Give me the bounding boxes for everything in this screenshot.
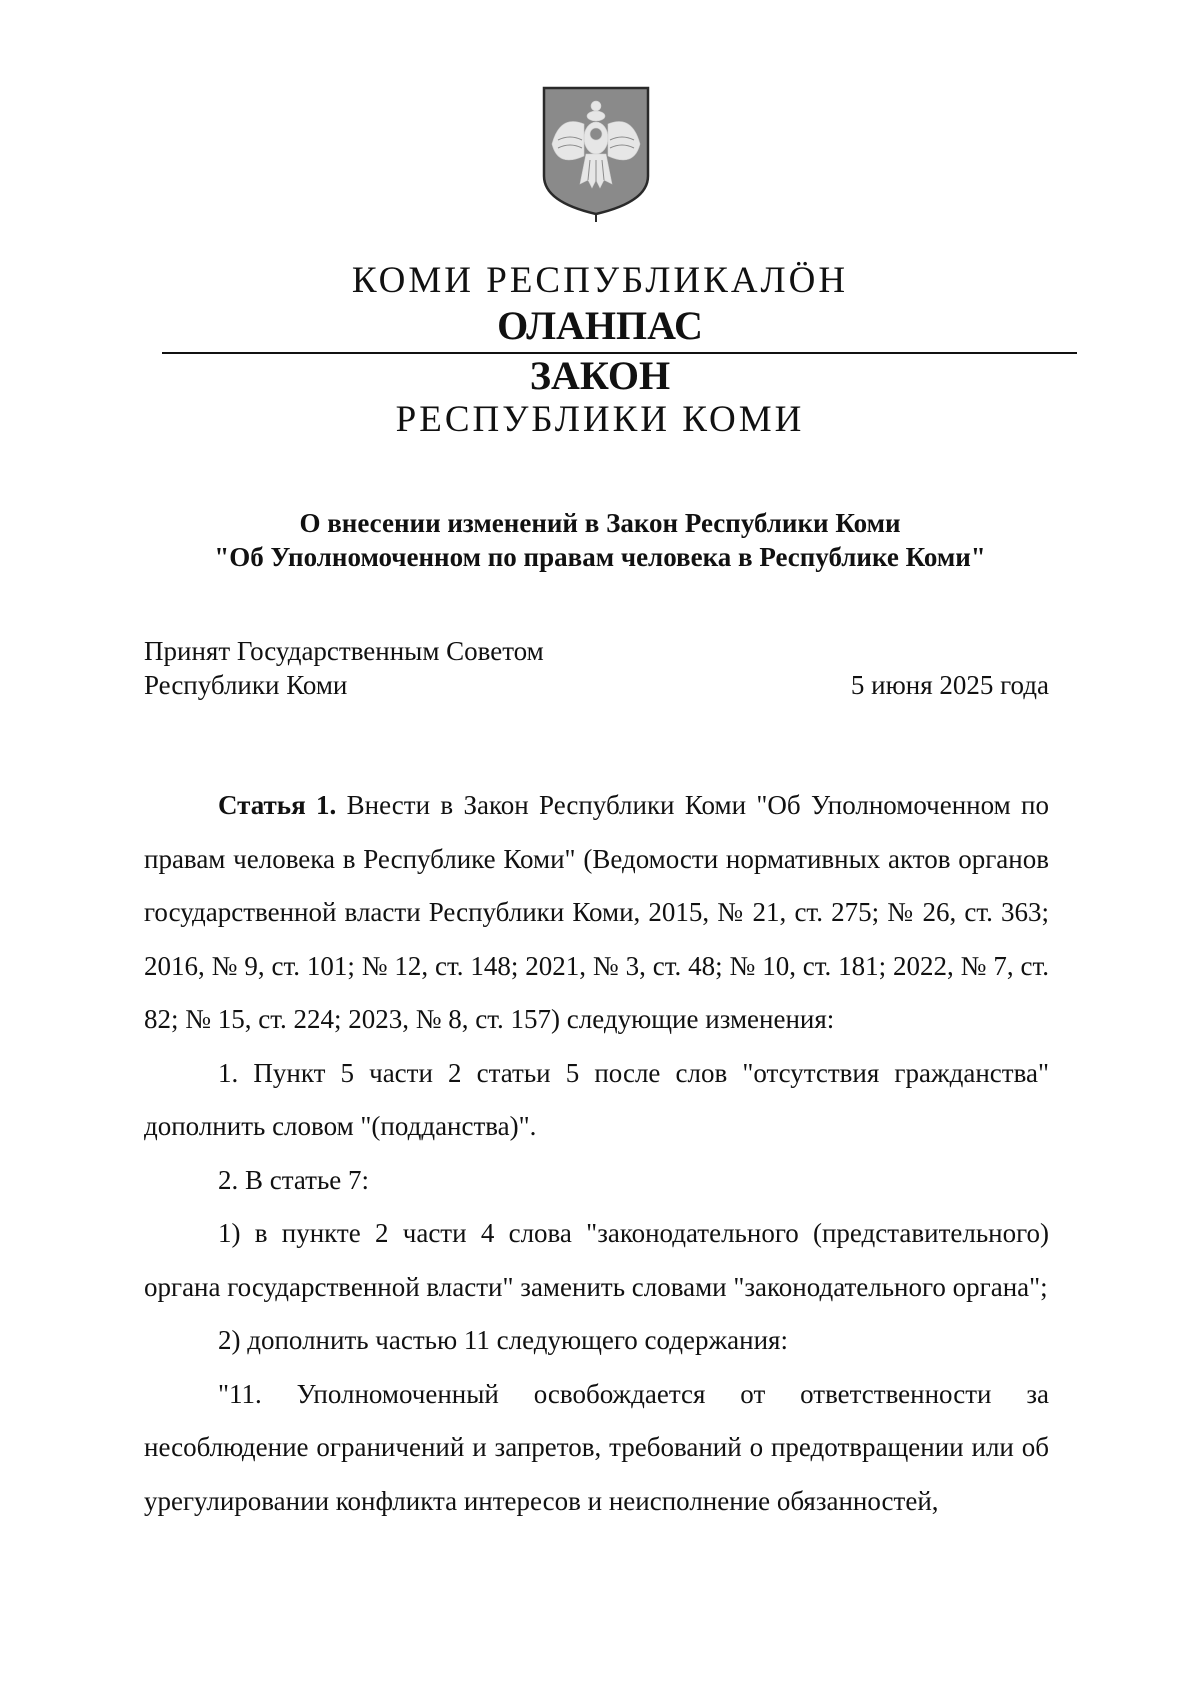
header-zakon: ЗАКОН <box>529 353 671 398</box>
komi-coat-of-arms-icon <box>540 84 652 224</box>
adopted-by-line-1: Принят Государственным Советом <box>144 636 544 666</box>
article-1-item-2-2-text: "11. Уполномоченный освобождается от ответственности за несоблюдение ограничений и запретов, требований о предотвращении или об урегулировании конфликта интересов и неисполнение обязанностей, <box>144 1378 1049 1516</box>
adoption-date: 5 июня 2025 года <box>850 670 1049 700</box>
article-1-item-2-1: 1) в пункте 2 части 4 слова "законодательного (представительного) органа государственной власти" заменить словами "законодательного органа"; <box>144 1218 1049 1302</box>
article-1-item-2: 2. В статье 7: <box>218 1164 370 1195</box>
header-komi-republic: КОМИ РЕСПУБЛИКАЛÖН <box>351 260 849 301</box>
article-1-intro-text: Внести в Закон Республики Коми "Об Уполномоченном по правам человека в Республике Коми" (Ведомости нормативных актов органов государственной власти Республики Коми, 2015, № 21, ст. 275; № 26, ст. 363; 2016, № 9, ст. 101; № 12, ст. 148; 2021, № 3, ст. 48; № 10, ст. 181; 2022, № 7, ст. 82; № 15, ст. 224; 2023, № 8, ст. 157) следующие изменения: <box>144 790 1050 1034</box>
title-line-2: "Об Уполномоченном по правам человека в Республике Коми" <box>214 542 986 572</box>
article-body <box>144 779 1049 1528</box>
adopted-by-line-2: Республики Коми <box>144 670 348 700</box>
article-1-label: Статья 1. <box>218 790 337 820</box>
article-1-item-2-2: 2) дополнить частью 11 следующего содержания: <box>218 1325 788 1355</box>
adoption-block <box>144 634 1049 702</box>
document-title <box>0 506 1200 574</box>
article-1-intro <box>144 779 1049 1047</box>
article-1-item-1: 1. Пункт 5 части 2 статьи 5 после слов "отсутствия гражданства" дополнить словом "(подданства)". <box>144 1057 1049 1141</box>
header-olanpas: ОЛАНПАС <box>497 303 703 348</box>
adoption-row-2 <box>144 668 1049 702</box>
header-republic-komi: РЕСПУБЛИКИ КОМИ <box>395 399 805 440</box>
adoption-row-1 <box>144 634 1049 668</box>
title-line-1: О внесении изменений в Закон Республики Коми <box>299 508 901 538</box>
